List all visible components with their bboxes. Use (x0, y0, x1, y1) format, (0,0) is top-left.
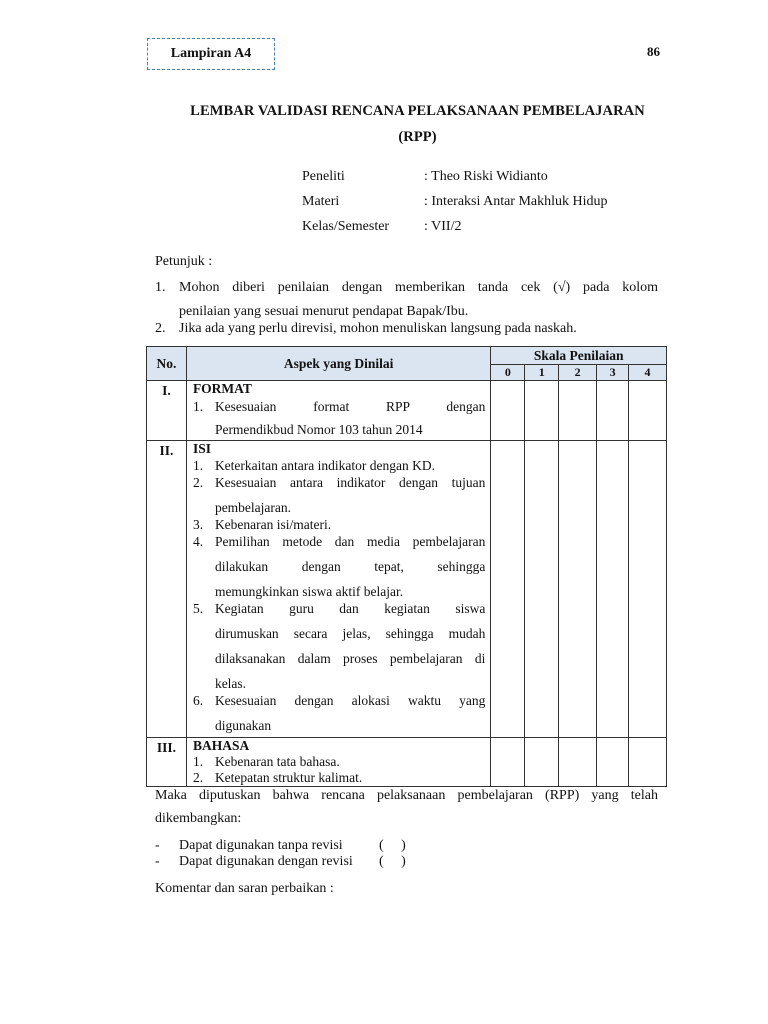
item-text: pembelajaran. (214, 500, 292, 515)
score-cell[interactable] (559, 738, 597, 787)
item-text: dirumuskan secara jelas, sehingga mudah (214, 626, 486, 641)
option-without-revision: Dapat digunakan tanpa revisi (179, 838, 343, 853)
score-cell[interactable] (559, 381, 597, 441)
list-item (193, 516, 485, 533)
option-checkbox[interactable]: ( ) (379, 838, 406, 853)
score-cell[interactable] (597, 381, 629, 441)
item-text: Kesesuaian format RPP dengan (214, 399, 486, 414)
instruction-text: Mohon diberi penilaian dengan memberikan tanda cek (√) pada kolom (179, 280, 658, 295)
item-number: 2. (192, 770, 204, 785)
item-text: dilaksanakan dalam proses pembelajaran di (214, 651, 486, 666)
section-title: BAHASA (192, 738, 250, 753)
scale-4: 4 (629, 365, 667, 381)
score-cell[interactable] (525, 738, 559, 787)
list-item-continued (193, 491, 485, 516)
aspect-cell (186, 738, 490, 787)
info-label-materi: Materi (302, 194, 340, 209)
item-number: 1. (192, 458, 204, 473)
item-number: 6. (192, 693, 204, 708)
item-text: kelas. (214, 676, 247, 691)
validation-table (146, 346, 667, 787)
item-text: Keterkaitan antara indikator dengan KD. (214, 458, 435, 473)
instruction-text: penilaian yang sesuai menurut pendapat Bapak/Ibu. (179, 304, 469, 319)
option-dash: - (155, 854, 160, 869)
list-item-continued (193, 417, 485, 440)
item-text: digunakan (214, 718, 272, 733)
item-number: 4. (192, 534, 204, 549)
item-text: memungkinkan siswa aktif belajar. (214, 584, 404, 599)
section-number: I. (147, 381, 187, 441)
item-text: dilakukan dengan tepat, sehingga (214, 559, 486, 574)
item-number: 1. (192, 754, 204, 769)
table-row (147, 441, 667, 738)
item-text: Kebenaran isi/materi. (214, 517, 332, 532)
section-title: FORMAT (192, 381, 252, 396)
column-header-aspek: Aspek yang Dinilai (186, 347, 490, 381)
info-value-materi: : Interaksi Antar Makhluk Hidup (424, 194, 608, 209)
appendix-label: Lampiran A4 (147, 38, 275, 70)
info-value-peneliti: : Theo Riski Widianto (424, 169, 548, 184)
score-cell[interactable] (491, 441, 525, 738)
document-title: LEMBAR VALIDASI RENCANA PELAKSANAAN PEMBELAJARAN (190, 103, 645, 119)
comments-label: Komentar dan saran perbaikan : (155, 881, 334, 896)
section-number: II. (147, 441, 187, 738)
column-header-no: No. (147, 347, 187, 381)
table-row (147, 738, 667, 787)
list-item-continued (193, 575, 485, 600)
list-item-continued (193, 709, 485, 734)
list-item-continued (193, 617, 485, 642)
scale-1: 1 (525, 365, 559, 381)
score-cell[interactable] (629, 738, 667, 787)
list-item (193, 770, 485, 786)
instructions-heading: Petunjuk : (155, 254, 213, 269)
scale-3: 3 (597, 365, 629, 381)
conclusion-text: dikembangkan: (155, 811, 242, 826)
instruction-text: Jika ada yang perlu direvisi, mohon menuliskan langsung pada naskah. (179, 321, 577, 336)
list-item-continued (193, 550, 485, 575)
list-item-continued (193, 642, 485, 667)
item-text: Kesesuaian dengan alokasi waktu yang (214, 693, 486, 708)
option-checkbox[interactable]: ( ) (379, 854, 406, 869)
list-item (193, 474, 485, 491)
score-cell[interactable] (629, 441, 667, 738)
item-text: Permendikbud Nomor 103 tahun 2014 (214, 422, 423, 437)
info-label-peneliti: Peneliti (302, 169, 345, 184)
option-with-revision: Dapat digunakan dengan revisi (179, 854, 353, 869)
instruction-number: 2. (155, 321, 166, 336)
item-number: 3. (192, 517, 204, 532)
section-title: ISI (192, 441, 211, 456)
aspect-cell (186, 441, 490, 738)
scale-2: 2 (559, 365, 597, 381)
item-text: Kesesuaian antara indikator dengan tujuan (214, 475, 486, 490)
conclusion-text: Maka diputuskan bahwa rencana pelaksanaan pembelajaran (RPP) yang telah (155, 788, 658, 803)
item-number: 5. (192, 601, 204, 616)
item-text: Kegiatan guru dan kegiatan siswa (214, 601, 486, 616)
list-item (193, 600, 485, 617)
item-text: Ketepatan struktur kalimat. (214, 770, 363, 785)
scale-0: 0 (491, 365, 525, 381)
score-cell[interactable] (491, 738, 525, 787)
item-number: 2. (192, 475, 204, 490)
aspect-cell (186, 381, 490, 441)
item-text: Pemilihan metode dan media pembelajaran (214, 534, 486, 549)
page-number: 86 (647, 44, 660, 59)
info-label-kelas: Kelas/Semester (302, 219, 390, 234)
list-item (193, 754, 485, 770)
item-text: Kebenaran tata bahasa. (214, 754, 340, 769)
score-cell[interactable] (491, 381, 525, 441)
score-cell[interactable] (597, 441, 629, 738)
table-row (147, 381, 667, 441)
column-header-skala: Skala Penilaian (491, 347, 667, 365)
list-item-continued (193, 667, 485, 692)
section-number: III. (147, 738, 187, 787)
list-item (193, 457, 485, 474)
score-cell[interactable] (597, 738, 629, 787)
document-subtitle: (RPP) (398, 129, 437, 145)
list-item (193, 692, 485, 709)
score-cell[interactable] (525, 381, 559, 441)
list-item (193, 533, 485, 550)
option-dash: - (155, 838, 160, 853)
list-item (193, 397, 485, 417)
info-value-kelas: : VII/2 (424, 219, 462, 234)
score-cell[interactable] (559, 441, 597, 738)
score-cell[interactable] (525, 441, 559, 738)
instruction-number: 1. (155, 280, 166, 295)
score-cell[interactable] (629, 381, 667, 441)
item-number: 1. (192, 399, 204, 414)
